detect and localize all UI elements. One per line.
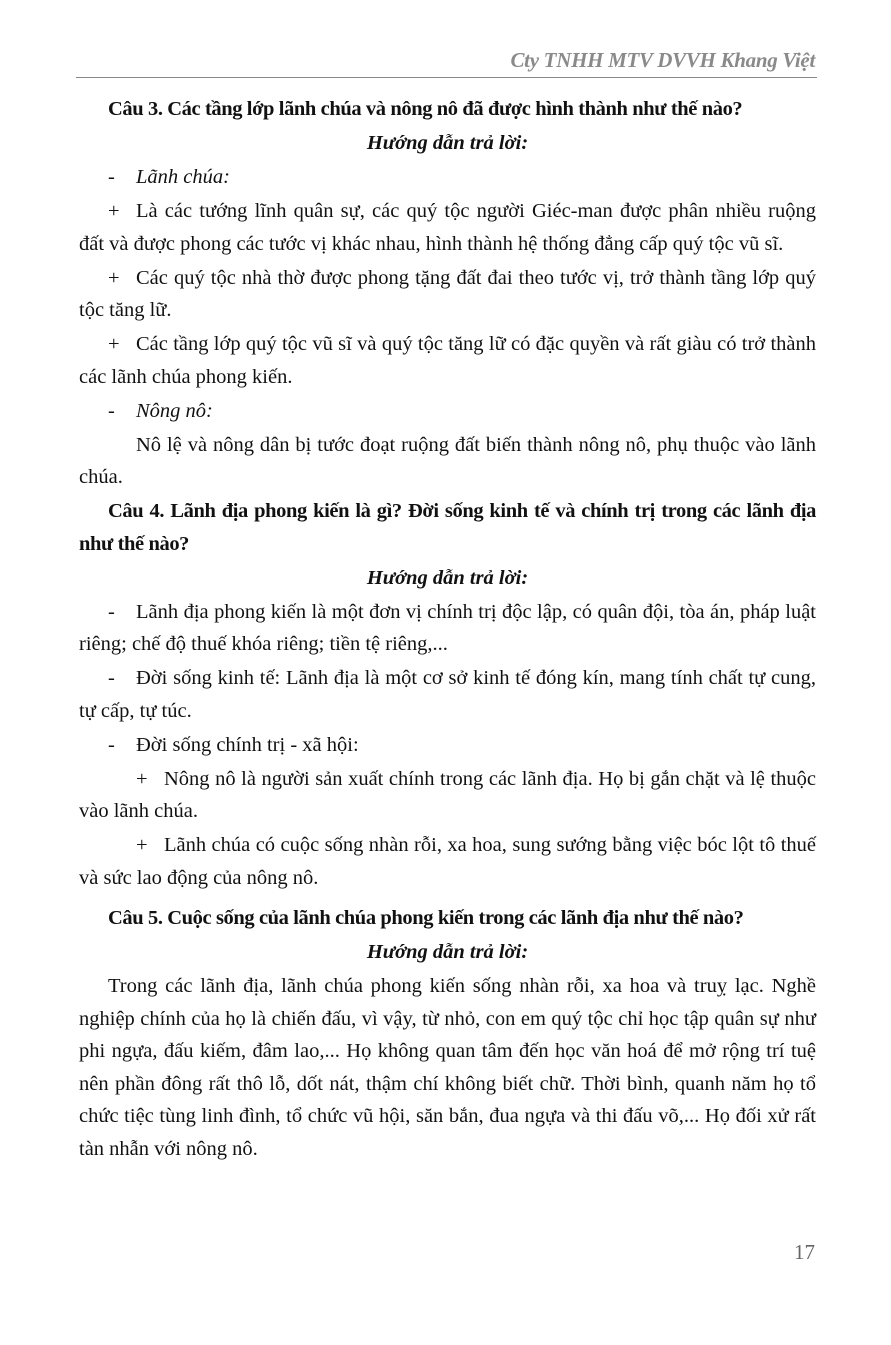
nong-no-label: Nông nô:: [136, 399, 213, 422]
running-header: [76, 48, 817, 78]
plus-marker: +: [108, 200, 120, 222]
answer-guide-heading: Hướng dẫn trả lời:: [366, 132, 529, 154]
plus-marker: +: [108, 333, 120, 355]
sub-list-item: [79, 763, 816, 828]
dash-marker: -: [108, 733, 115, 756]
question-5-title: Câu 5. Cuộc sống của lãnh chúa phong kiến trong các lãnh địa như thế nào?: [108, 907, 744, 929]
item-text: Lãnh địa phong kiến là một đơn vị chính trị độc lập, có quân đội, tòa án, pháp luật riêng; chế độ thuế khóa riêng; tiền tệ riêng,...: [79, 600, 816, 655]
item-text: Đời sống chính trị - xã hội:: [136, 733, 359, 756]
nong-no-text: Nô lệ và nông dân bị tước đoạt ruộng đất biến thành nông nô, phụ thuộc vào lãnh chúa.: [79, 433, 816, 488]
list-item: [79, 596, 816, 661]
item-text: Nông nô là người sản xuất chính trong các lãnh địa. Họ bị gắn chặt và lệ thuộc vào lãnh chúa.: [79, 767, 816, 822]
dash-marker: -: [108, 600, 115, 623]
plus-marker: +: [136, 834, 148, 856]
answer-guide-heading: Hướng dẫn trả lời:: [366, 941, 529, 963]
question-4-title: Câu 4. Lãnh địa phong kiến là gì? Đời sống kinh tế và chính trị trong các lãnh địa như thế nào?: [79, 500, 816, 555]
list-item: [79, 328, 816, 393]
list-item: [79, 262, 816, 327]
dash-marker: -: [108, 166, 115, 188]
bullet-lanh-chua: [79, 161, 816, 194]
item-text: Các tầng lớp quý tộc vũ sĩ và quý tộc tăng lữ có đặc quyền và rất giàu có trở thành các lãnh chúa phong kiến.: [79, 333, 816, 388]
item-text: Là các tướng lĩnh quân sự, các quý tộc người Giéc-man được phân nhiều ruộng đất và được phong các tước vị khác nhau, hình thành hệ thống đẳng cấp quý tộc vũ sĩ.: [79, 200, 816, 255]
sub-list-item: [79, 829, 816, 894]
question-3-title: Câu 3. Các tầng lớp lãnh chúa và nông nô đã được hình thành như thế nào?: [108, 98, 743, 120]
list-item: [79, 662, 816, 727]
dash-marker: -: [108, 667, 115, 689]
item-text: Lãnh chúa có cuộc sống nhàn rỗi, xa hoa, sung sướng bằng việc bóc lột tô thuế và sức lao động của nông nô.: [79, 834, 816, 889]
list-item: [79, 195, 816, 260]
publisher-name: Cty TNHH MTV DVVH Khang Việt: [510, 48, 815, 72]
question-5-answer: Trong các lãnh địa, lãnh chúa phong kiến sống nhàn rỗi, xa hoa và truỵ lạc. Nghề nghiệp chính của họ là chiến đấu, vì vậy, từ nhỏ, con em quý tộc chỉ học tập quân sự như phi ngựa, đấu kiếm, đâm lao,... Họ không quan tâm đến học văn hoá để mở rộng trí tuệ nên phần đông rất thô lỗ, dốt nát, thậm chí không biết chữ. Thời bình, quanh năm họ tổ chức tiệc tùng linh đình, tổ chức vũ hội, săn bắn, đua ngựa và thi đấu võ,... Họ đối xử rất tàn nhẫn với nông nô.: [79, 975, 816, 1160]
lanh-chua-label: Lãnh chúa:: [136, 166, 230, 188]
list-item: [79, 729, 816, 762]
page-content: [79, 93, 816, 1167]
plus-marker: +: [136, 767, 148, 790]
dash-marker: -: [108, 399, 115, 422]
plus-marker: +: [108, 266, 120, 289]
item-text: Đời sống kinh tế: Lãnh địa là một cơ sở kinh tế đóng kín, mang tính chất tự cung, tự cấp, tự túc.: [79, 667, 816, 722]
answer-guide-heading: Hướng dẫn trả lời:: [366, 566, 529, 589]
bullet-nong-no: [79, 395, 816, 428]
item-text: Các quý tộc nhà thờ được phong tặng đất đai theo tước vị, trở thành tầng lớp quý tộc tăng lữ.: [79, 266, 816, 321]
page-number: 17: [794, 1240, 815, 1264]
